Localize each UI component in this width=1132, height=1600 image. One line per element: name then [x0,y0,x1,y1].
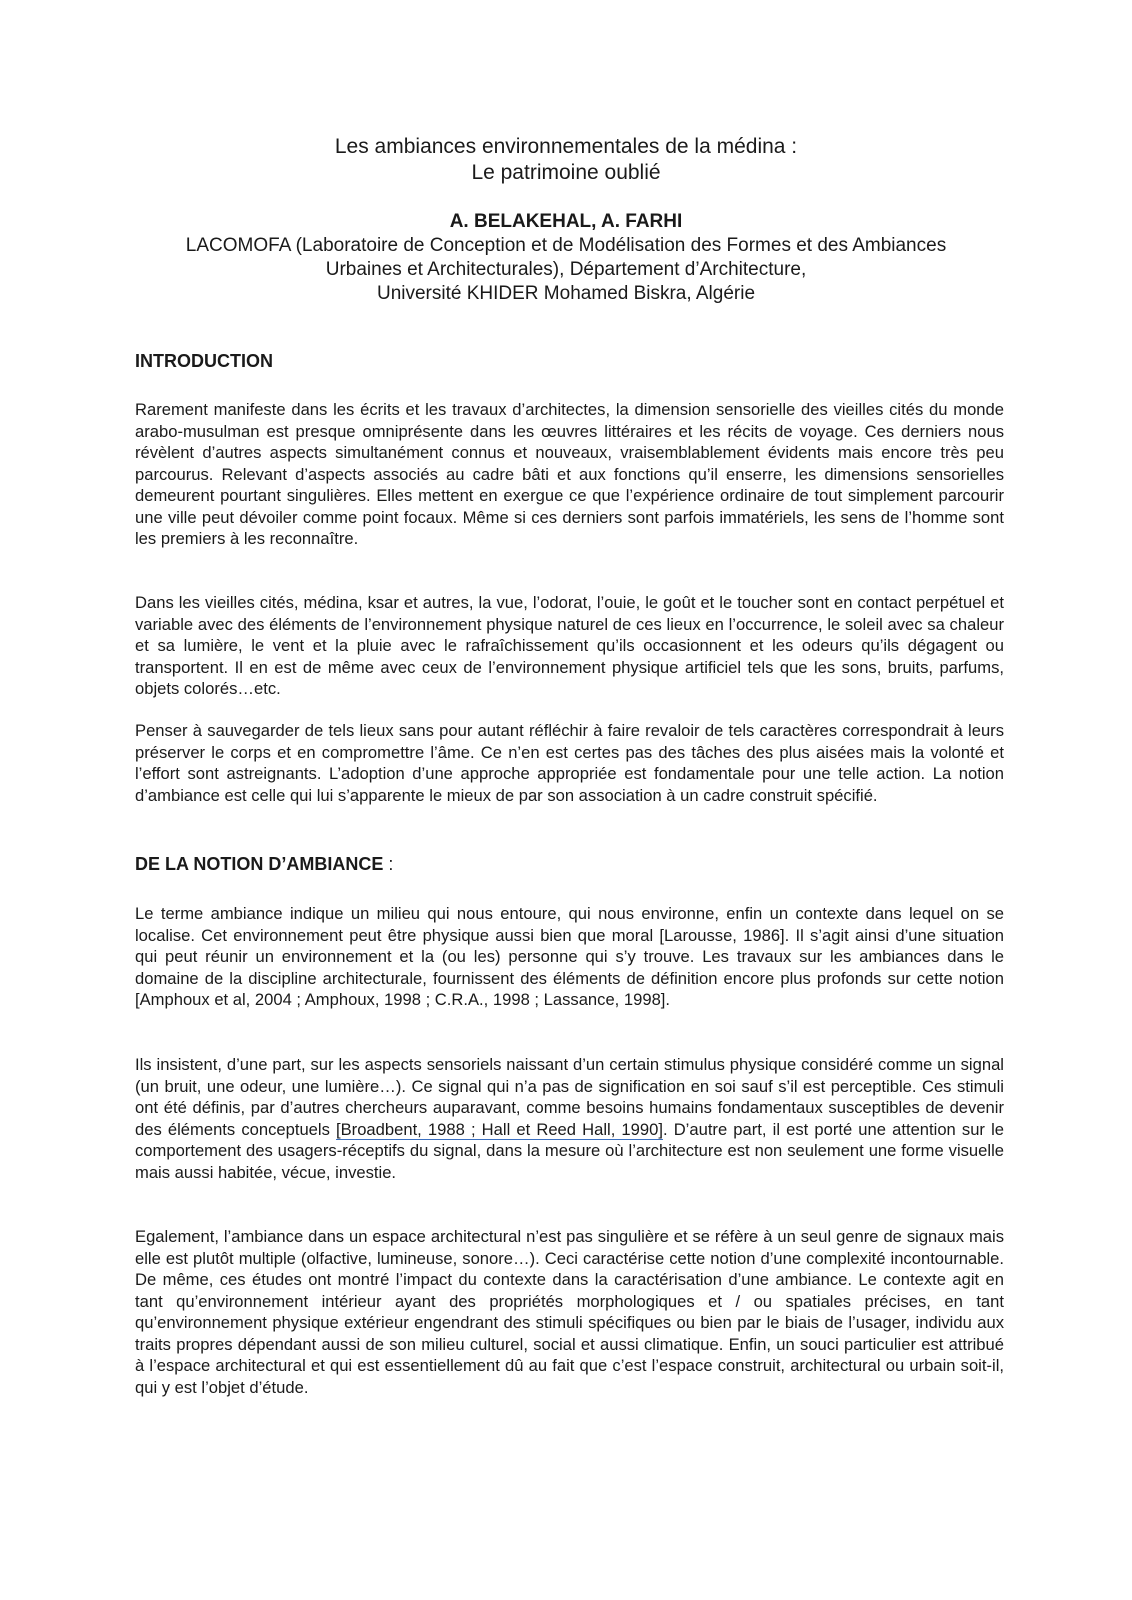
introduction-heading-wrap [135,350,1004,372]
affiliation-line-3: Université KHIDER Mohamed Biskra, Algérie [376,283,756,304]
notion-paragraph-1-wrap [135,903,1004,1011]
introduction-paragraph-2: Dans les vieilles cités, médina, ksar et autres, la vue, l’odorat, l’ouie, le goût et le toucher sont en contact perpétuel et variable avec des éléments de l’environnement physique naturel de ces lieux en l’occurrence, le soleil avec sa chaleur et sa lumière, le vent et la pluie avec le rafraîchissement qu’ils occasionnent et les odeurs qu’ils dégagent ou transportent. Il en est de même avec ceux de l’environnement physique artificiel tels que les sons, bruits, parfums, objets colorés…etc. [135,593,1004,698]
notion-heading-colon: : [383,854,394,874]
notion-paragraph-2-text-b: . D’autre part, il est porté une attention sur le comportement des usagers-réceptifs du signal, dans la mesure où l’architecture est non seulement une forme visuelle mais aussi habitée, vécue, investie. [135,1119,1004,1182]
introduction-heading: INTRODUCTION [135,351,273,371]
notion-heading-wrap [135,853,1004,875]
introduction-paragraph-1-wrap [135,399,1004,550]
introduction-paragraph-3-wrap [135,720,1004,806]
notion-paragraph-3: Egalement, l’ambiance dans un espace architectural n’est pas singulière et se réfère à un seul genre de signaux mais elle est plutôt multiple (olfactive, lumineuse, sonore…). Ceci caractérise cette notion d’une complexité incontournable. De même, ces études ont montré l’impact du contexte dans la caractérisation d’une ambiance. Le contexte agit en tant qu’environnement intérieur ayant des propriétés morphologiques et / ou spatiales précises, en tant qu’environnement physique extérieur engendrant des stimuli spécifiques ou bien par le biais de l’usager, individu aux traits propres dépendant aussi de son milieu culturel, social et aussi climatique. Enfin, un souci particulier est attribué à l’espace architectural et qui est essentiellement dû au fait que c’est l’espace construit, architectural ou urbain soit-il, qui y est l’objet d’étude. [135,1227,1004,1397]
notion-paragraph-3-wrap [135,1226,1004,1398]
introduction-paragraph-3: Penser à sauvegarder de tels lieux sans pour autant réfléchir à faire revaloir de tels caractères correspondrait à leurs préserver le corps et en compromettre l’âme. Ce n’en est certes pas des tâches des plus aisées mais la volonté et l’effort sont astreignants. L’adoption d’une approche appropriée est fondamentale pour une telle action. La notion d’ambiance est celle qui lui s’apparente le mieux de par son association à un cadre construit spécifié. [135,721,1004,805]
author-block [0,210,1132,306]
affiliation-line-1: LACOMOFA (Laboratoire de Conception et de Modélisation des Formes et des Ambiances [185,235,947,256]
notion-heading [135,853,1004,875]
notion-paragraph-2 [135,1054,1004,1183]
introduction-paragraph-2-wrap [135,592,1004,700]
introduction-paragraph-1: Rarement manifeste dans les écrits et les travaux d’architectes, la dimension sensorielle des vieilles cités du monde arabo-musulman est presque omniprésente dans les œuvres littéraires et les récits de voyage. Ces derniers nous révèlent d’autres aspects simultanément connus et nouveaux, vraisemblablement évidents mais encore très peu parcourus. Relevant d’aspects associés au cadre bâti et aux fonctions qu’il enserre, les dimensions sensorielles demeurent pourtant singulières. Elles mettent en exergue ce que l’expérience ordinaire de tout simplement parcourir une ville peut dévoiler comme point focaux. Même si ces derniers sont parfois immatériels, les sens de l’homme sont les premiers à les reconnaître. [135,400,1004,548]
affiliation-line-2: Urbaines et Architecturales), Département d’Architecture, [325,259,807,280]
notion-paragraph-1: Le terme ambiance indique un milieu qui nous entoure, qui nous environne, enfin un contexte dans lequel on se localise. Cet environnement peut être physique aussi bien que moral [Larousse, 1986]. Il s’agit ainsi d’une situation qui peut réunir un environnement et la (ou les) personne qui s’y trouve. Les travaux sur les ambiances dans le domaine de la discipline architecturale, fournissent des éléments de définition encore plus profonds sur cette notion [Amphoux et al, 2004 ; Amphoux, 1998 ; C.R.A., 1998 ; Lassance, 1998]. [135,904,1004,1009]
notion-paragraph-2-wrap [135,1054,1004,1183]
title-line-2: Le patrimoine oublié [471,161,661,184]
author-names: A. BELAKEHAL, A. FARHI [449,211,683,232]
notion-paragraph-2-text-a: Ils insistent, d’une part, sur les aspects sensoriels naissant d’un certain stimulus physique considéré comme un signal (un bruit, une odeur, une lumière…). Ce signal qui n’a pas de signification en soi sauf s’il est perceptible. Ces stimuli ont été définis, par d’autres chercheurs auparavant, comme besoins humains fondamentaux susceptibles de devenir des éléments conceptuels [135,1055,1004,1139]
notion-heading-text: DE LA NOTION D’AMBIANCE [135,854,384,874]
citation-link[interactable]: [Broadbent, 1988 ; Hall et Reed Hall, 1990] [336,1119,663,1139]
paper-title [0,134,1132,186]
title-line-1: Les ambiances environnementales de la médina : [334,135,798,158]
